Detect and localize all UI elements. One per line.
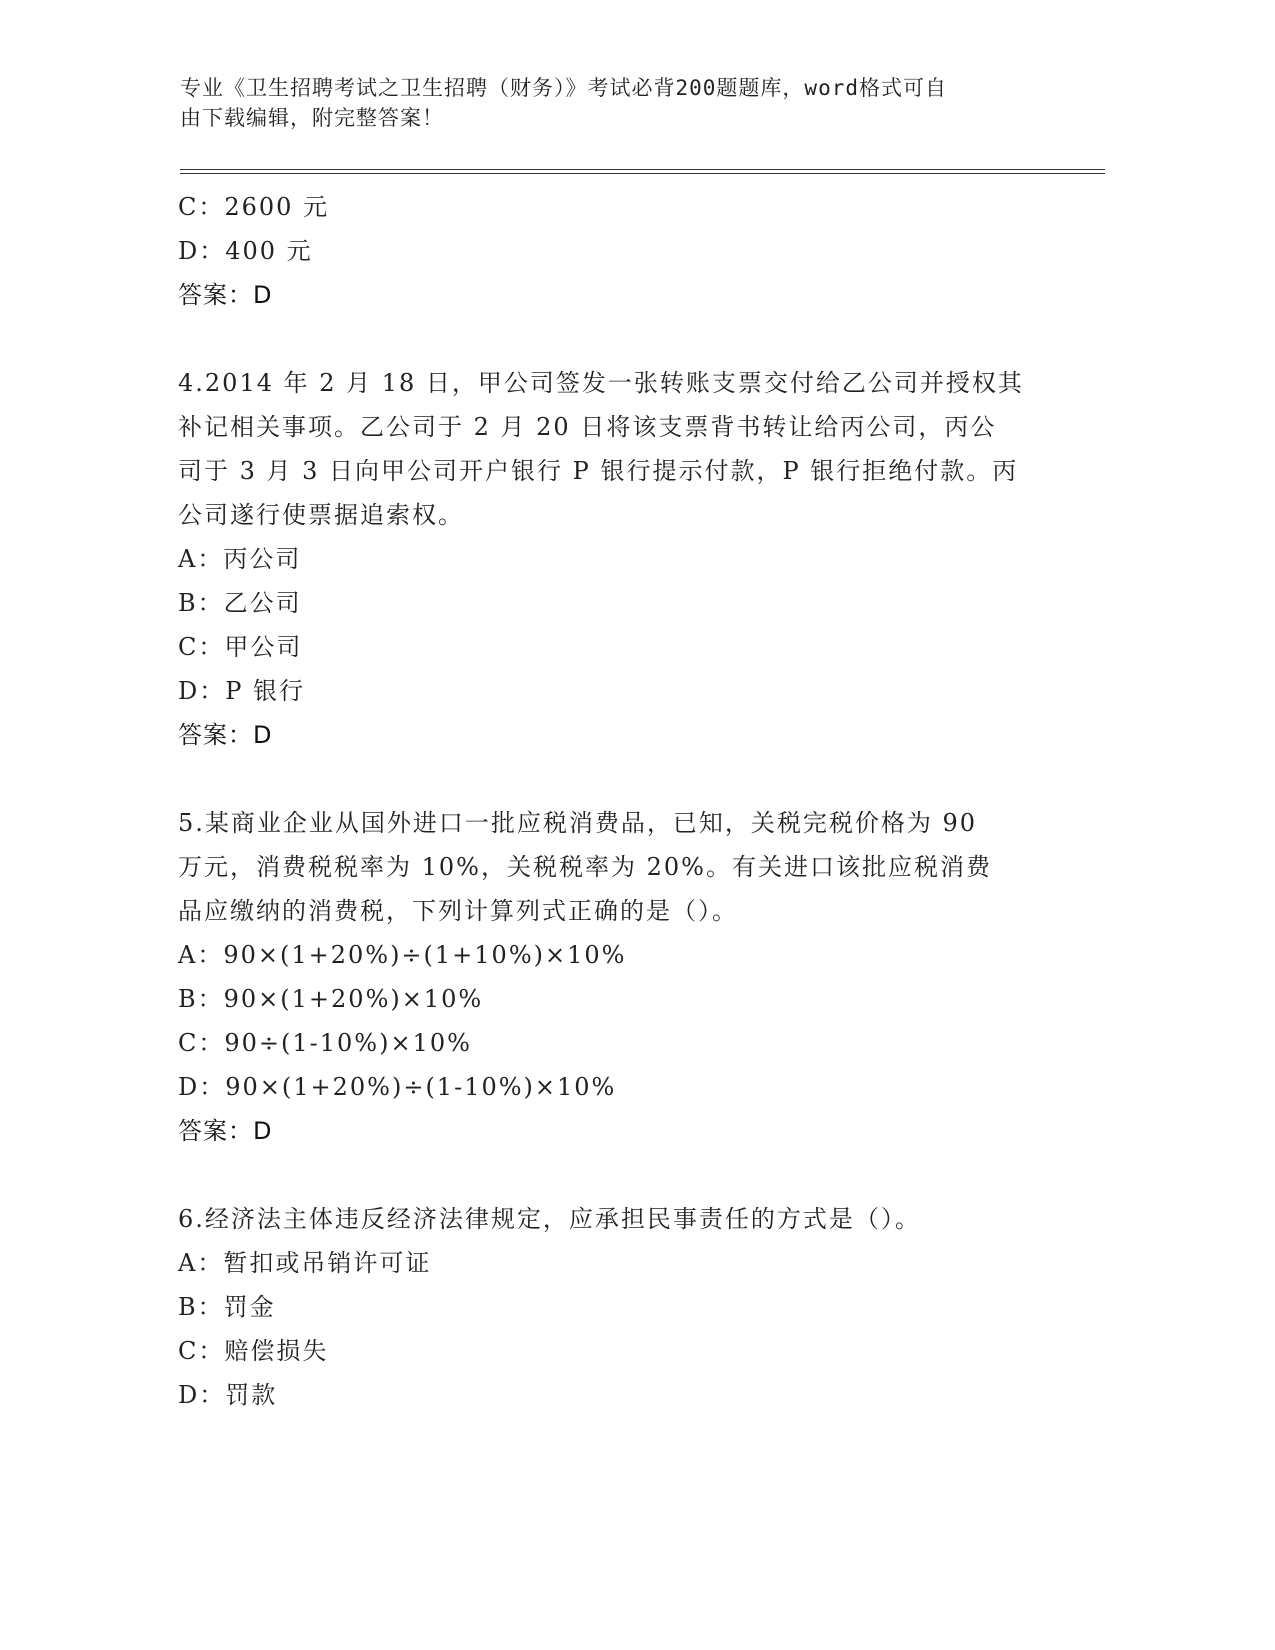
spacer	[178, 757, 1078, 801]
question-3-tail	[178, 185, 1078, 317]
q6-stem-line-1: 6.经济法主体违反经济法律规定，应承担民事责任的方式是（）。	[178, 1205, 921, 1233]
header-title-line-2: 由下载编辑，附完整答案！	[180, 106, 444, 130]
q4-stem-line-4: 公司遂行使票据追索权。	[178, 501, 464, 529]
q4-stem-line-3: 司于 3 月 3 日向甲公司开户银行 P 银行提示付款，P 银行拒绝付款。丙	[178, 457, 1019, 485]
q3-option-c: C：2600 元	[178, 193, 330, 221]
header-divider-top	[180, 169, 1105, 170]
q4-option-a: A：丙公司	[178, 545, 302, 573]
q5-stem-line-1: 5.某商业企业从国外进口一批应税消费品，已知，关税完税价格为 90	[178, 809, 978, 837]
q6-option-a: A：暂扣或吊销许可证	[178, 1249, 432, 1277]
q6-option-d: D：罚款	[178, 1381, 278, 1409]
document-body	[178, 185, 1078, 1417]
q3-answer: 答案：D	[178, 281, 273, 309]
q6-option-c: C：赔偿损失	[178, 1337, 329, 1365]
q5-answer: 答案：D	[178, 1117, 273, 1145]
spacer	[178, 317, 1078, 361]
header-divider-bottom	[180, 173, 1105, 174]
q4-stem-line-2: 补记相关事项。乙公司于 2 月 20 日将该支票背书转让给丙公司，丙公	[178, 413, 997, 441]
header-title-line-1: 专业《卫生招聘考试之卫生招聘（财务）》考试必背200题题库，word格式可自	[180, 76, 947, 100]
question-5	[178, 801, 1078, 1153]
q5-stem-line-3: 品应缴纳的消费税，下列计算列式正确的是（）。	[178, 897, 738, 925]
q5-stem-line-2: 万元，消费税税率为 10%，关税税率为 20%。有关进口该批应税消费	[178, 853, 992, 881]
q3-option-d: D：400 元	[178, 237, 313, 265]
q5-option-a: A：90×(1+20%)÷(1+10%)×10%	[178, 941, 627, 969]
question-4	[178, 361, 1078, 757]
q4-option-d: D：P 银行	[178, 677, 306, 705]
spacer	[178, 1153, 1078, 1197]
question-6	[178, 1197, 1078, 1417]
q5-option-b: B：90×(1+20%)×10%	[178, 985, 484, 1013]
q4-stem-line-1: 4.2014 年 2 月 18 日，甲公司签发一张转账支票交付给乙公司并授权其	[178, 369, 1024, 397]
q6-option-b: B：罚金	[178, 1293, 276, 1321]
document-header	[180, 73, 1060, 133]
q5-option-d: D：90×(1+20%)÷(1-10%)×10%	[178, 1073, 617, 1101]
q4-answer: 答案：D	[178, 721, 273, 749]
q4-option-c: C：甲公司	[178, 633, 303, 661]
q4-option-b: B：乙公司	[178, 589, 302, 617]
q5-option-c: C：90÷(1-10%)×10%	[178, 1029, 472, 1057]
